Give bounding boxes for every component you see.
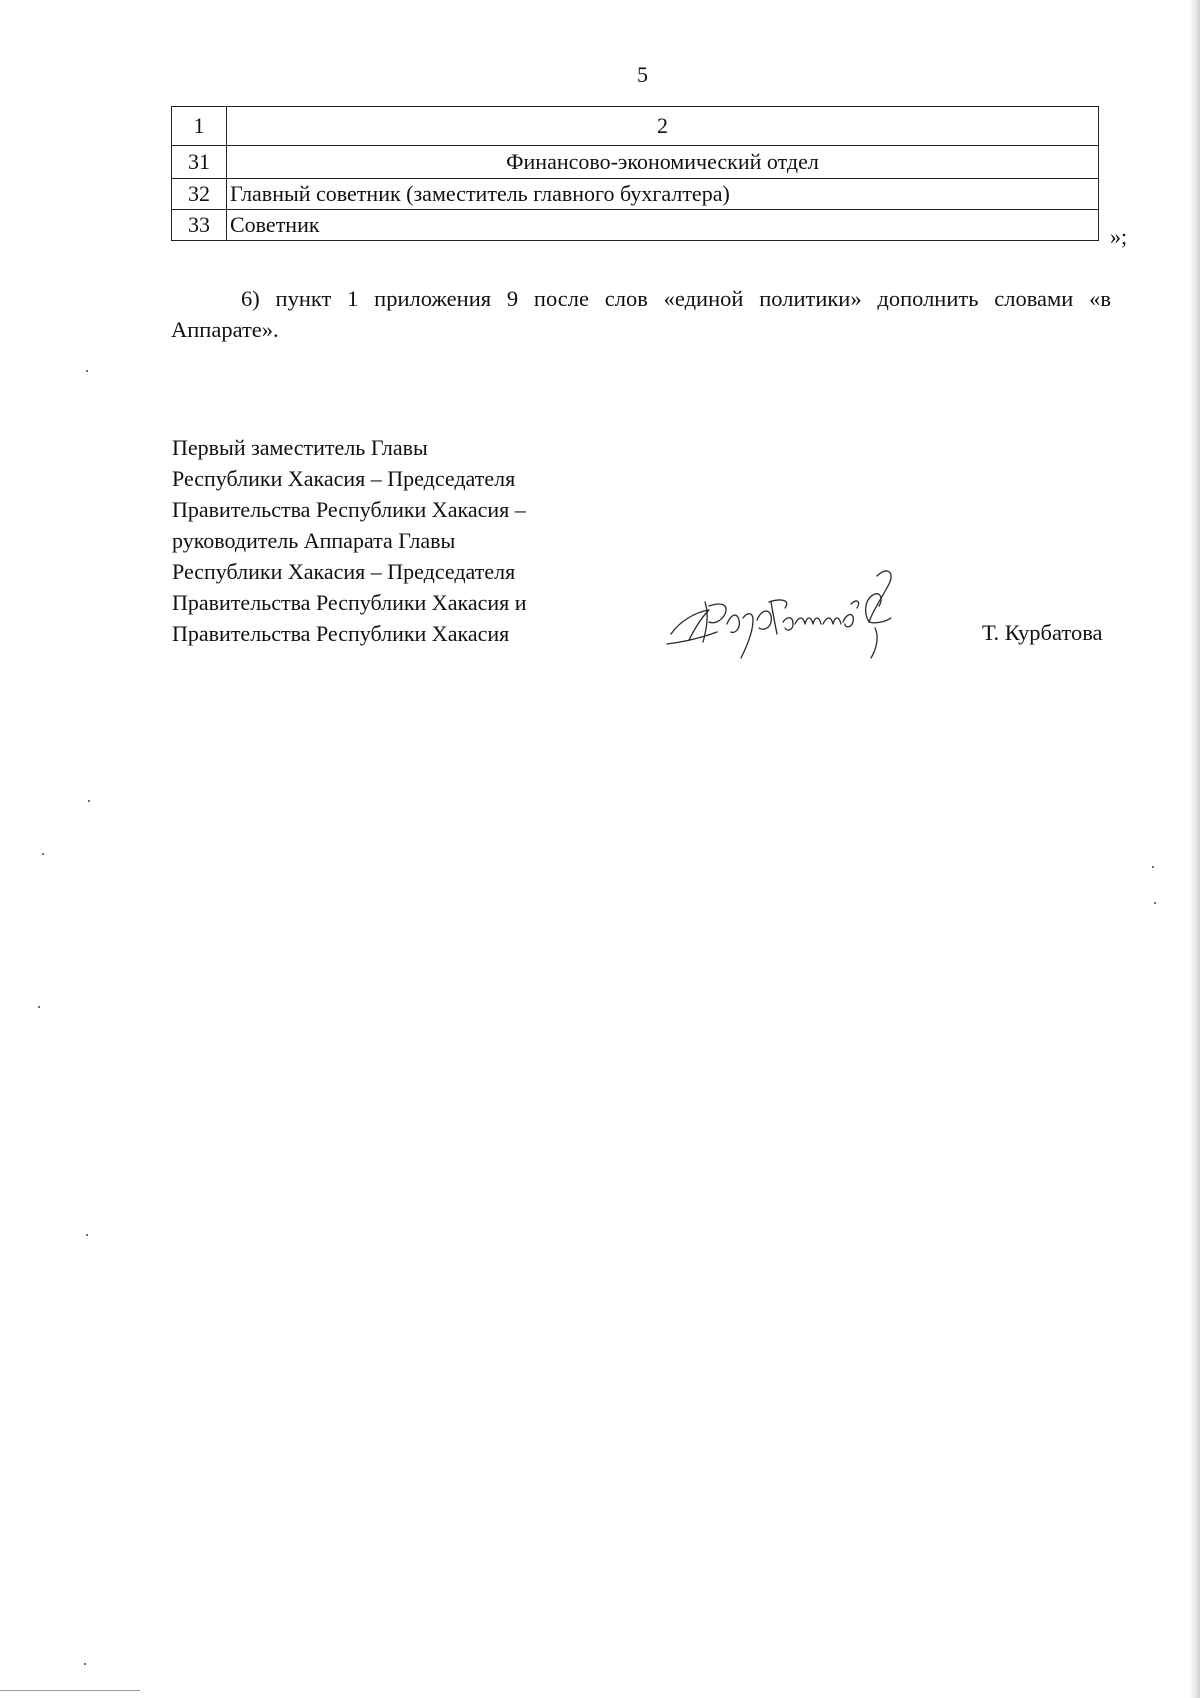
position-title: Главный советник (заместитель главного бухгалтера) [227,179,1099,210]
scan-speck [88,800,90,802]
handwritten-signature [665,562,925,667]
row-number: 31 [172,146,227,179]
column-number-header: 1 [172,107,227,146]
signatory-title-line: руководитель Аппарата Главы [172,528,456,553]
scan-speck [42,853,44,855]
row-number: 32 [172,179,227,210]
table-header-row [172,107,1099,146]
closing-quote: »; [1110,224,1128,249]
page-edge-shadow [1190,0,1200,1698]
signer-name: Т. Курбатова [982,620,1103,645]
signatory-title-line: Республики Хакасия – Председателя [172,466,516,491]
signatory-title-line: Правительства Республики Хакасия [172,621,510,646]
row-number: 33 [172,210,227,241]
position-title: Советник [227,210,1099,241]
positions-table [171,106,1099,241]
column-name-header: 2 [227,107,1099,146]
scan-edge-line [0,1690,140,1691]
scan-speck [86,370,88,372]
signatory-title-line: Правительства Республики Хакасия – [172,497,526,522]
scan-speck [38,1006,40,1008]
signatory-title-block [172,432,527,649]
scan-speck [84,1663,86,1665]
table-row [172,210,1099,241]
scan-speck [86,1234,88,1236]
table-row [172,146,1099,179]
signatory-title-line: Республики Хакасия – Председателя [172,559,516,584]
signatory-title-line: Первый заместитель Главы [172,435,428,460]
page-number: 5 [637,62,648,87]
scan-speck [1152,866,1154,868]
signatory-title-line: Правительства Республики Хакасия и [172,590,527,615]
amendment-paragraph: 6) пункт 1 приложения 9 после слов «единой политики» дополнить словами «в Аппарате». [171,286,1111,342]
section-title: Финансово-экономический отдел [227,146,1099,179]
scan-speck [1154,902,1156,904]
table-row [172,179,1099,210]
